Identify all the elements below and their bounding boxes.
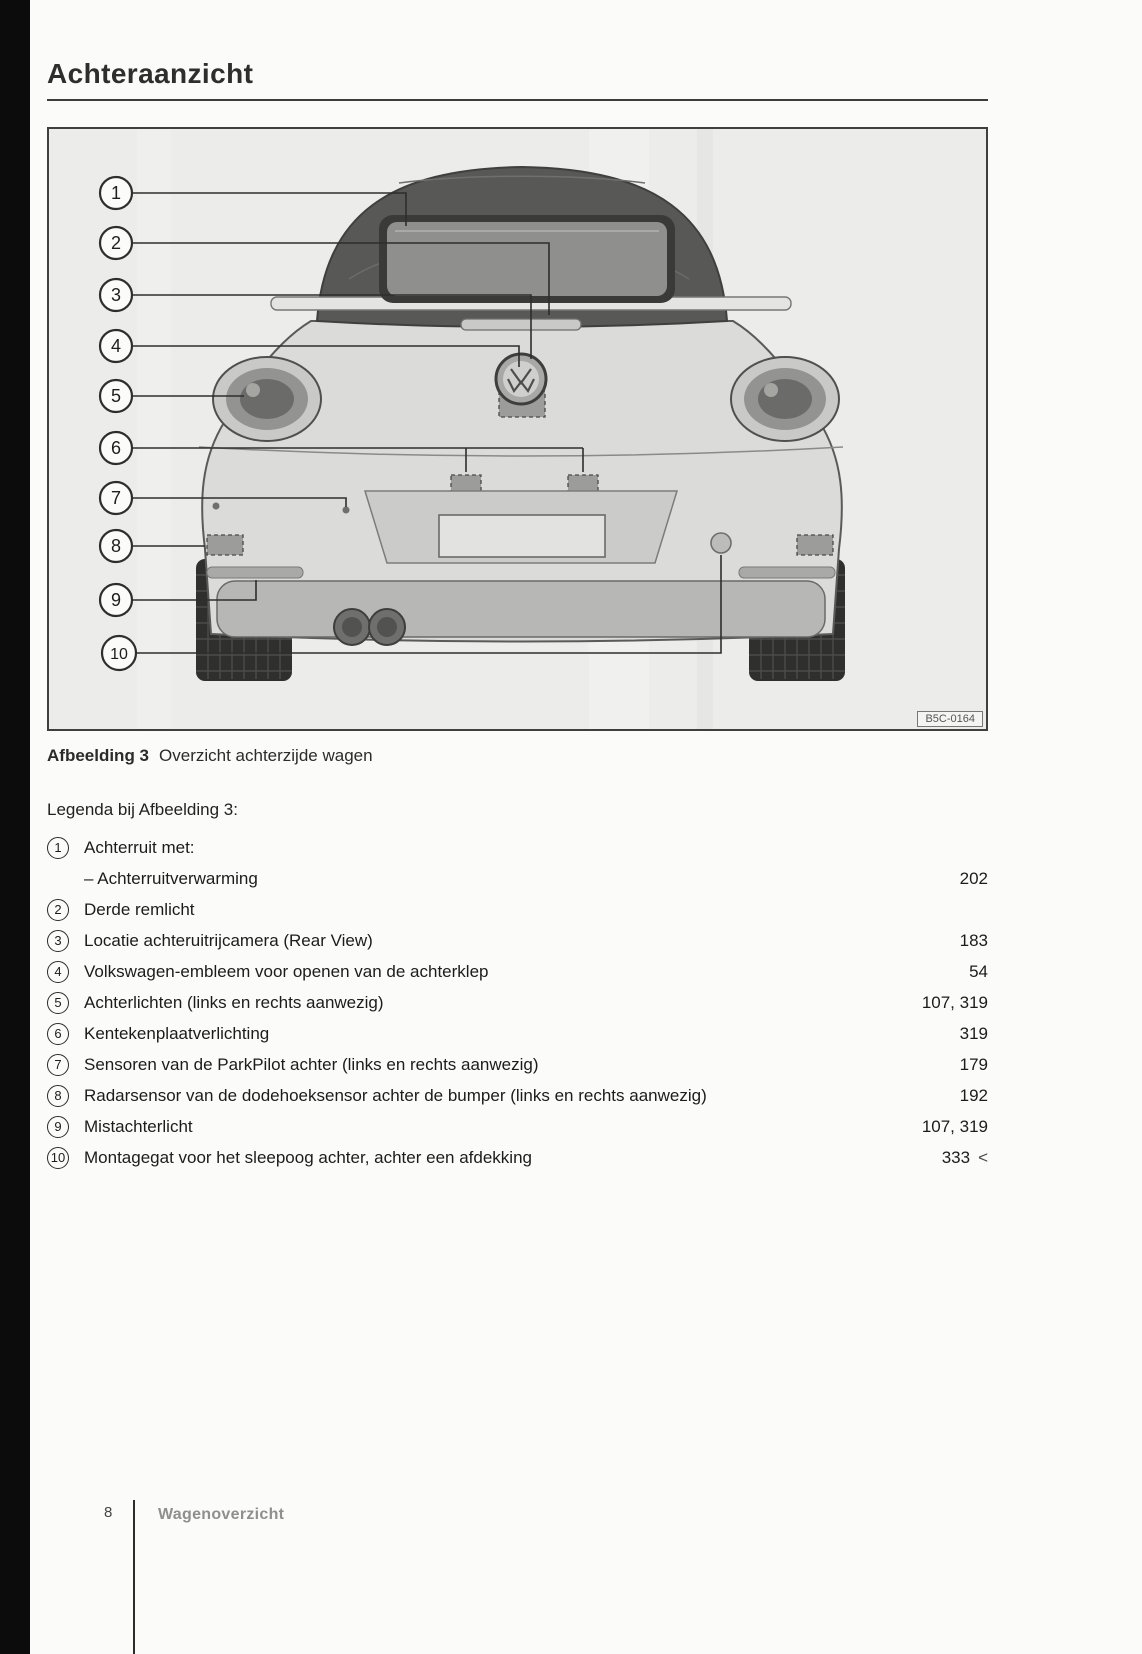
vw-emblem [496, 354, 546, 404]
callout-number: 3 [110, 285, 122, 305]
callout-number: 2 [110, 233, 122, 253]
figure-caption-text: Overzicht achterzijde wagen [159, 746, 373, 765]
legend-item [47, 1111, 988, 1142]
item-number-badge: 3 [47, 930, 69, 952]
item-number-badge: 5 [47, 992, 69, 1014]
figure-caption-label: Afbeelding 3 [47, 746, 150, 765]
item-page-ref: 183 [959, 931, 988, 950]
parkpilot-sensor-left [213, 503, 220, 510]
legend-item [47, 894, 988, 925]
callout-9 [100, 584, 132, 616]
parkpilot-sensor-right [343, 507, 350, 514]
radar-marked-area-left [207, 535, 243, 555]
callout-number: 4 [110, 336, 122, 356]
callout-3 [100, 279, 132, 311]
item-page-ref: 192 [959, 1086, 988, 1105]
callout-number: 9 [110, 590, 122, 610]
item-text: Montagegat voor het sleepoog achter, achter een afdekking [84, 1148, 532, 1167]
scan-streak [137, 129, 171, 729]
legend-item [47, 956, 988, 987]
item-text: Derde remlicht [84, 900, 195, 919]
item-text: Mistachterlicht [84, 1117, 193, 1136]
car-rear-illustration [49, 129, 986, 729]
item-text: Achterlichten (links en rechts aanwezig) [84, 993, 384, 1012]
item-text: Radarsensor van de dodehoeksensor achter de bumper (links en rechts aanwezig) [84, 1086, 707, 1105]
footer-divider [133, 1500, 135, 1654]
item-text: – Achterruitverwarming [84, 869, 258, 888]
legend-item [47, 1080, 988, 1111]
item-page-ref: 107, 319 [921, 1117, 988, 1136]
legend-subitem [47, 863, 988, 894]
figure-rear-view [47, 127, 988, 731]
item-page-ref: 333 [941, 1148, 971, 1167]
taillight-left [213, 357, 321, 441]
item-page-ref: 202 [959, 869, 988, 888]
item-number-badge: 4 [47, 961, 69, 983]
rear-window [379, 215, 675, 303]
legend-item [47, 1049, 988, 1080]
page-footer [0, 1497, 1142, 1654]
page-content [47, 0, 988, 1173]
callout-10 [102, 636, 136, 670]
page-title: Achteraanzicht [47, 58, 254, 89]
title-rule [47, 99, 988, 101]
footer-page-number: 8 [104, 1504, 113, 1521]
callout-2 [100, 227, 132, 259]
license-plate [439, 515, 605, 557]
legend-item [47, 1142, 988, 1173]
callout-number: 1 [110, 183, 122, 203]
item-number-badge: 7 [47, 1054, 69, 1076]
item-page-ref: 179 [959, 1055, 988, 1074]
legend-list [47, 832, 988, 1173]
item-text: Achterruit met: [84, 838, 195, 857]
radar-marked-area-right [797, 535, 833, 555]
callout-7 [100, 482, 132, 514]
tow-hook-cover [711, 533, 731, 553]
item-number-badge: 1 [47, 837, 69, 859]
callout-4 [100, 330, 132, 362]
item-number-badge: 6 [47, 1023, 69, 1045]
callout-6 [100, 432, 132, 464]
figure-caption [47, 746, 988, 766]
legend-item [47, 1018, 988, 1049]
callout-number: 6 [110, 438, 122, 458]
callout-5 [100, 380, 132, 412]
item-number-badge: 9 [47, 1116, 69, 1138]
item-number-badge: 10 [47, 1147, 69, 1169]
trunk-trim-strip [461, 319, 581, 330]
continuation-marker: < [978, 1148, 988, 1167]
callout-1 [100, 177, 132, 209]
legend-item [47, 925, 988, 956]
callout-8 [100, 530, 132, 562]
item-number-badge: 2 [47, 899, 69, 921]
item-text: Kentekenplaatverlichting [84, 1024, 270, 1043]
taillight-right [731, 357, 839, 441]
mist-light-strip-left [207, 567, 303, 578]
item-text: Locatie achteruitrijcamera (Rear View) [84, 931, 373, 950]
item-text: Sensoren van de ParkPilot achter (links en rechts aanwezig) [84, 1055, 539, 1074]
item-page-ref: 107, 319 [921, 993, 988, 1012]
item-number-badge: 8 [47, 1085, 69, 1107]
lower-valance [217, 581, 825, 637]
legend-item [47, 987, 988, 1018]
figure-code-label: B5C-0164 [917, 711, 983, 727]
scan-edge-strip [0, 0, 30, 1654]
callout-number: 7 [110, 488, 122, 508]
item-page-ref: 54 [969, 962, 988, 981]
callout-number: 8 [110, 536, 122, 556]
item-page-ref: 319 [959, 1024, 988, 1043]
callout-number: 10 [110, 646, 128, 663]
reflector-strip-right [739, 567, 835, 578]
footer-section-title: Wagenoverzicht [158, 1506, 285, 1523]
legend-heading: Legenda bij Afbeelding 3: [47, 800, 238, 819]
item-text: Volkswagen-embleem voor openen van de achterklep [84, 962, 489, 981]
legend-item [47, 832, 988, 863]
callout-number: 5 [110, 386, 122, 406]
